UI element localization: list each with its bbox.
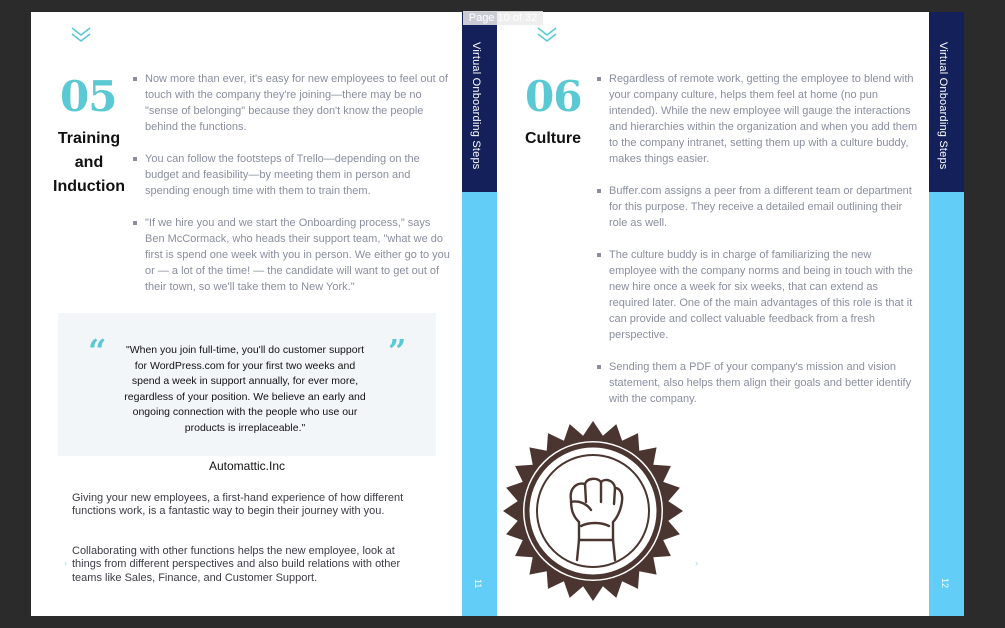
page-indicator: Page 10 of 32: [463, 11, 543, 25]
list-item: You can follow the footsteps of Trello—depending on the budget and feasibility—by meeting them in person and spending enough time with them to train them.: [133, 151, 451, 199]
page-number: 12: [940, 577, 950, 588]
section-number: 05: [60, 72, 117, 121]
band-title: Virtual Onboarding Steps: [470, 42, 482, 170]
chevron-right-icon: ›: [695, 558, 698, 568]
band-header: [462, 12, 497, 192]
page-number: 11: [473, 578, 483, 588]
paragraph: Giving your new employees, a first-hand experience of how different functions work, is a fantastic way to begin their journey with you.: [72, 492, 404, 518]
bullet-list: [597, 71, 919, 423]
band-title: Virtual Onboarding Steps: [937, 42, 949, 170]
quote-source: Automattic.Inc: [208, 459, 286, 473]
band-header: [929, 12, 964, 192]
list-item: Regardless of remote work, getting the employee to blend with your company culture, helps them feel at home (no pun intended). While the new employee will gauge the interactions and hierarchies within the organization and when you add them to the company intranet, setting them up with a culture buddy, makes things easier.: [597, 71, 919, 167]
list-item: Buffer.com assigns a peer from a different team or department for this purpose. They receive a detailed email outlining their role as well.: [597, 183, 919, 231]
chevron-down-icon: [70, 25, 92, 45]
section-title: Culture: [525, 130, 581, 147]
quote-text: "When you join full-time, you'll do customer support for WordPress.com for your first two weeks and spend a week in support annually, for ever more, regardless of your position. We believe an early and ongoing connection with the people who use our products is irreplaceable.": [124, 344, 366, 434]
quote-block: [58, 313, 436, 456]
section-number: 06: [525, 72, 582, 121]
section-title: [48, 127, 130, 199]
section-title-line: Training: [57, 130, 121, 147]
bullet-list: [133, 71, 451, 311]
section-title-line: and: [74, 154, 104, 171]
close-quote-icon: ”: [388, 332, 407, 370]
side-band: [929, 12, 964, 616]
raised-fist-icon: [501, 418, 685, 604]
list-item: Now more than ever, it's easy for new employees to feel out of touch with the company they're joining—there may be no "sense of belonging" because they don't know the people behind the functions.: [133, 71, 451, 135]
open-quote-icon: “: [88, 332, 107, 370]
paragraph: Collaborating with other functions helps the new employee, look at things from different perspectives and also build relations with other teams like Sales, Finance, and Customer Support.: [72, 545, 401, 584]
side-band: [462, 12, 497, 616]
list-item: The culture buddy is in charge of familiarizing the new employee with the company norms and being in touch with the new hire once a week for six weeks, that can extend as required later. One of the main advantages of this role is that it can provide and collect valuable feedback from a fresh perspective.: [597, 247, 919, 343]
section-title-line: Induction: [53, 178, 125, 195]
list-item: "If we hire you and we start the Onboarding process," says Ben McCormack, who heads their support team, "what we do first is spend one week with you in person. We either go to you or — a lot of the time! — the candidate will want to get out of their town, so we'll take them to New York.": [133, 215, 451, 295]
list-item: Sending them a PDF of your company's mission and vision statement, also helps them align their goals and better identify with the company.: [597, 359, 919, 407]
chevron-right-icon: ›: [64, 558, 67, 568]
chevron-down-icon: [536, 25, 558, 45]
